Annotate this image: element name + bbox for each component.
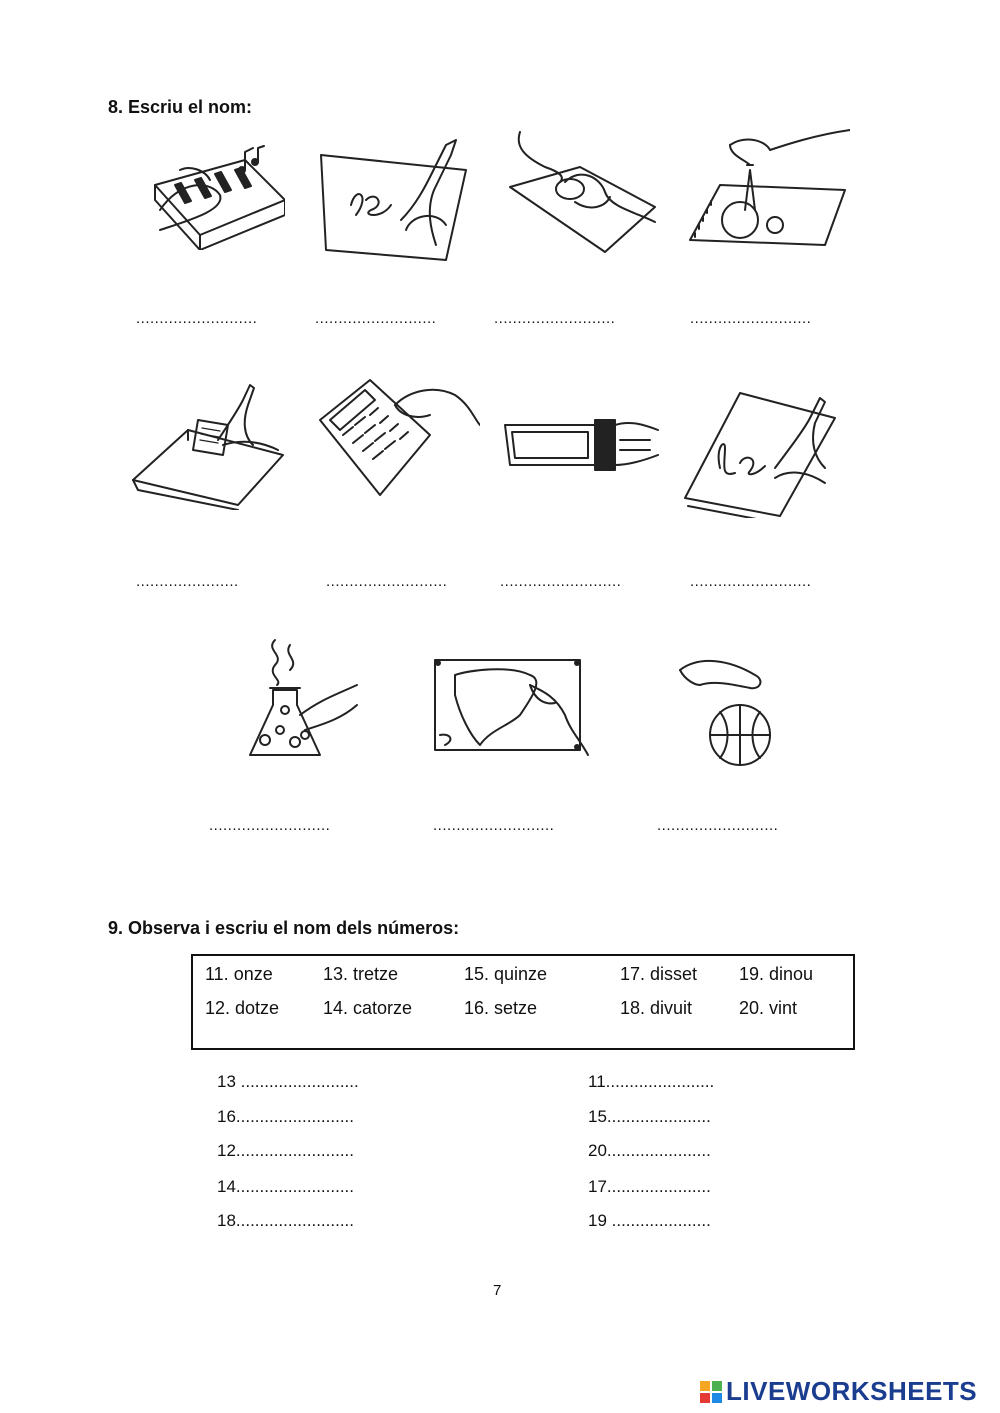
number-word: 20. vint bbox=[739, 998, 798, 1018]
writing-in-notebook-picture bbox=[680, 388, 840, 518]
number-word: 18. divuit bbox=[620, 998, 693, 1018]
answer-blank[interactable]: .......................... bbox=[326, 573, 448, 590]
number-answer-line[interactable]: 11....................... bbox=[588, 1072, 715, 1091]
liveworksheets-logo-icon bbox=[700, 1381, 722, 1403]
number-answer-line[interactable]: 15...................... bbox=[588, 1107, 711, 1126]
number-word: 16. setze bbox=[464, 998, 538, 1018]
logo-square bbox=[700, 1393, 710, 1403]
logo-square bbox=[700, 1381, 710, 1391]
number-word: 13. tretze bbox=[323, 964, 399, 984]
answer-blank[interactable]: .......................... bbox=[657, 817, 779, 834]
writing-in-book-picture bbox=[128, 380, 288, 510]
number-answer-line[interactable]: 18......................... bbox=[217, 1211, 354, 1230]
answer-blank[interactable]: .......................... bbox=[494, 310, 616, 327]
chemistry-flask-picture bbox=[245, 630, 360, 770]
number-word: 12. dotze bbox=[205, 998, 280, 1018]
answer-blank[interactable]: .......................... bbox=[500, 573, 622, 590]
page-number: 7 bbox=[493, 1282, 502, 1299]
number-word: 15. quinze bbox=[464, 964, 548, 984]
calculator-picture bbox=[315, 375, 480, 500]
piano-playing-picture bbox=[150, 140, 285, 250]
answer-blank[interactable]: .......................... bbox=[315, 310, 437, 327]
number-answer-line[interactable]: 16......................... bbox=[217, 1107, 354, 1126]
number-answer-line[interactable]: 12......................... bbox=[217, 1141, 354, 1160]
number-answer-line[interactable]: 19 ..................... bbox=[588, 1211, 711, 1230]
number-answer-line[interactable]: 13 ......................... bbox=[217, 1072, 359, 1091]
answer-blank[interactable]: ...................... bbox=[136, 573, 239, 590]
answer-blank[interactable]: .......................... bbox=[136, 310, 258, 327]
number-reference-box bbox=[191, 954, 855, 1050]
answer-blank[interactable]: .......................... bbox=[433, 817, 555, 834]
exercise9-heading: 9. Observa i escriu el nom dels números: bbox=[108, 918, 460, 938]
exercise8-heading: 8. Escriu el nom: bbox=[108, 97, 253, 117]
number-word: 17. disset bbox=[620, 964, 698, 984]
answer-blank[interactable]: .......................... bbox=[690, 573, 812, 590]
number-word: 19. dinou bbox=[739, 964, 814, 984]
writing-on-paper-picture bbox=[316, 135, 491, 265]
saw-picture bbox=[500, 410, 660, 475]
answer-blank[interactable]: .......................... bbox=[209, 817, 331, 834]
answer-blank[interactable]: .......................... bbox=[690, 310, 812, 327]
number-answer-line[interactable]: 20...................... bbox=[588, 1141, 711, 1160]
logo-square bbox=[712, 1393, 722, 1403]
number-answer-line[interactable]: 14......................... bbox=[217, 1177, 354, 1196]
mouse-on-pad-picture bbox=[505, 127, 660, 257]
brand-name: LIVEWORKSHEETS bbox=[726, 1376, 978, 1406]
compass-drawing-picture bbox=[685, 125, 850, 250]
map-pointing-picture bbox=[430, 655, 590, 760]
logo-square bbox=[712, 1381, 722, 1391]
number-answer-line[interactable]: 17...................... bbox=[588, 1177, 711, 1196]
basketball-picture bbox=[675, 650, 790, 770]
liveworksheets-brand bbox=[700, 1376, 977, 1407]
number-word: 14. catorze bbox=[323, 998, 413, 1018]
number-word: 11. onze bbox=[205, 964, 273, 984]
